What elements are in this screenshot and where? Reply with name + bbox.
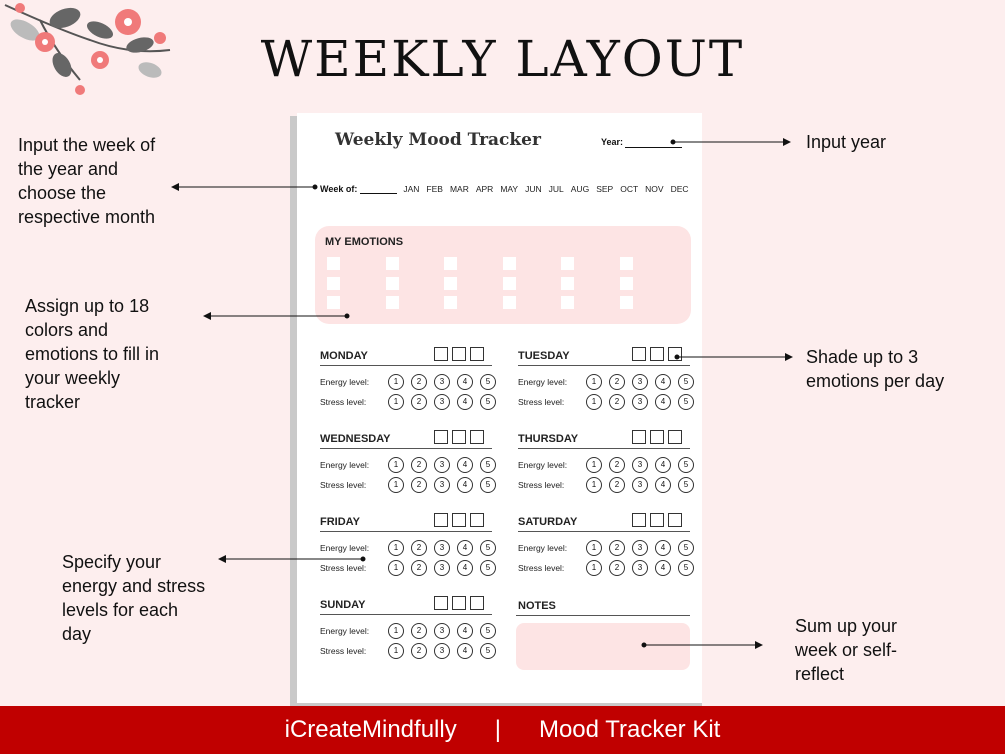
emotion-checkboxes: [632, 513, 682, 527]
energy-level-option[interactable]: 1: [586, 540, 602, 556]
stress-level-option[interactable]: 1: [388, 643, 404, 659]
stress-level-option[interactable]: 5: [480, 394, 496, 410]
emotion-swatch[interactable]: [444, 257, 457, 270]
notes-divider: [516, 615, 690, 616]
energy-level-option[interactable]: 4: [457, 623, 473, 639]
footer-bar: [0, 706, 1005, 754]
energy-level-option[interactable]: 4: [655, 457, 671, 473]
tracker-page: [297, 113, 702, 703]
emotion-swatch[interactable]: [620, 277, 633, 290]
energy-level-option[interactable]: 3: [434, 457, 450, 473]
stress-level-option[interactable]: 1: [388, 394, 404, 410]
stress-level-option[interactable]: 3: [434, 477, 450, 493]
week-label: Week of:: [320, 184, 358, 194]
month-apr[interactable]: APR: [475, 184, 494, 194]
emotion-swatch[interactable]: [327, 296, 340, 309]
stress-level-option[interactable]: 3: [632, 560, 648, 576]
month-may[interactable]: MAY: [500, 184, 519, 194]
annotation-levels: Specify your energy and stress levels for each day: [62, 552, 206, 644]
emotion-swatch[interactable]: [561, 296, 574, 309]
annotation-week-month: Input the week of the year and choose the respective month: [18, 135, 156, 227]
stress-level-option[interactable]: 4: [457, 560, 473, 576]
stress-level-option[interactable]: 3: [434, 394, 450, 410]
day-divider: [320, 614, 492, 615]
energy-level-option[interactable]: 5: [480, 457, 496, 473]
emotion-swatch[interactable]: [327, 277, 340, 290]
notes-title: NOTES: [518, 600, 556, 612]
stress-level-option[interactable]: 5: [480, 643, 496, 659]
annotation-emotions: Assign up to 18 colors and emotions to fill in your weekly tracker: [25, 296, 160, 412]
energy-level-option[interactable]: 2: [411, 623, 427, 639]
stress-level-option[interactable]: 3: [434, 643, 450, 659]
emotion-checkbox[interactable]: [650, 347, 664, 361]
emotion-checkboxes: [632, 430, 682, 444]
energy-level-label: Energy level:: [320, 460, 370, 470]
energy-level-option[interactable]: 5: [678, 457, 694, 473]
energy-level-label: Energy level:: [320, 543, 370, 553]
energy-level-option[interactable]: 1: [388, 374, 404, 390]
stress-level-option[interactable]: 1: [388, 477, 404, 493]
month-jun[interactable]: JUN: [525, 184, 542, 194]
stress-level-option[interactable]: 2: [411, 394, 427, 410]
emotion-checkbox[interactable]: [470, 347, 484, 361]
annotation-notes: Sum up your week or self- reflect: [795, 616, 898, 684]
stress-level-option[interactable]: 5: [678, 560, 694, 576]
stress-level-row: [518, 394, 701, 410]
emotion-swatch[interactable]: [561, 277, 574, 290]
emotion-swatch[interactable]: [503, 257, 516, 270]
stress-level-option[interactable]: 2: [609, 394, 625, 410]
emotion-swatch[interactable]: [503, 277, 516, 290]
month-jul[interactable]: JUL: [548, 184, 564, 194]
annotation-year: Input year: [806, 132, 887, 152]
emotion-swatch[interactable]: [620, 296, 633, 309]
energy-level-option[interactable]: 2: [411, 374, 427, 390]
energy-level-option[interactable]: 4: [457, 374, 473, 390]
stress-level-option[interactable]: 2: [411, 643, 427, 659]
emotion-swatch[interactable]: [386, 277, 399, 290]
energy-level-row: [518, 457, 701, 473]
emotion-checkbox[interactable]: [650, 430, 664, 444]
energy-level-option[interactable]: 2: [609, 374, 625, 390]
stress-level-option[interactable]: 4: [457, 643, 473, 659]
footer-brand: iCreateMindfully: [284, 716, 457, 743]
emotion-checkbox[interactable]: [470, 596, 484, 610]
week-input-line[interactable]: [360, 193, 397, 194]
energy-level-option[interactable]: 5: [480, 540, 496, 556]
emotion-checkbox[interactable]: [452, 596, 466, 610]
energy-level-option[interactable]: 3: [632, 540, 648, 556]
month-oct[interactable]: OCT: [620, 184, 639, 194]
emotion-checkbox[interactable]: [668, 430, 682, 444]
emotion-checkbox[interactable]: [470, 513, 484, 527]
energy-level-option[interactable]: 2: [609, 540, 625, 556]
energy-level-option[interactable]: 5: [480, 623, 496, 639]
day-divider: [518, 531, 690, 532]
stress-level-option[interactable]: 3: [632, 394, 648, 410]
energy-level-label: Energy level:: [320, 377, 370, 387]
stress-level-option[interactable]: 3: [434, 560, 450, 576]
emotion-swatch[interactable]: [327, 257, 340, 270]
stress-level-option[interactable]: 4: [457, 394, 473, 410]
energy-level-option[interactable]: 4: [655, 374, 671, 390]
year-label: Year:: [601, 137, 624, 147]
stress-level-row: [320, 394, 503, 410]
stress-level-label: Stress level:: [518, 563, 565, 573]
stress-level-row: [518, 477, 701, 493]
day-divider: [320, 448, 492, 449]
emotion-checkbox[interactable]: [632, 347, 646, 361]
emotion-swatch[interactable]: [444, 296, 457, 309]
emotion-swatch[interactable]: [444, 277, 457, 290]
stress-level-label: Stress level:: [320, 646, 367, 656]
month-jan[interactable]: JAN: [403, 184, 420, 194]
stress-level-option[interactable]: 4: [655, 477, 671, 493]
energy-level-option[interactable]: 2: [411, 540, 427, 556]
emotion-checkbox[interactable]: [632, 513, 646, 527]
energy-level-option[interactable]: 4: [457, 540, 473, 556]
energy-level-option[interactable]: 3: [632, 457, 648, 473]
emotion-checkbox[interactable]: [452, 347, 466, 361]
energy-level-option[interactable]: 1: [586, 457, 602, 473]
energy-level-row: [320, 623, 503, 639]
stress-level-option[interactable]: 5: [480, 477, 496, 493]
stress-level-option[interactable]: 4: [457, 477, 473, 493]
energy-level-row: [320, 540, 503, 556]
stress-level-option[interactable]: 2: [609, 477, 625, 493]
emotion-checkboxes: [434, 430, 484, 444]
emotion-swatch[interactable]: [386, 257, 399, 270]
stress-level-option[interactable]: 2: [411, 560, 427, 576]
energy-level-option[interactable]: 1: [388, 540, 404, 556]
emotion-swatch[interactable]: [503, 296, 516, 309]
energy-level-option[interactable]: 5: [480, 374, 496, 390]
energy-level-option[interactable]: 5: [678, 374, 694, 390]
energy-level-option[interactable]: 2: [411, 457, 427, 473]
emotion-checkbox[interactable]: [470, 430, 484, 444]
energy-level-option[interactable]: 3: [632, 374, 648, 390]
emotion-swatch[interactable]: [561, 257, 574, 270]
emotion-checkbox[interactable]: [434, 513, 448, 527]
stress-level-option[interactable]: 2: [609, 560, 625, 576]
energy-level-option[interactable]: 4: [457, 457, 473, 473]
emotion-checkboxes: [632, 347, 682, 361]
day-name: THURSDAY: [518, 433, 579, 445]
stress-level-label: Stress level:: [320, 480, 367, 490]
day-name: SUNDAY: [320, 599, 366, 611]
week-row: [320, 183, 696, 195]
energy-level-option[interactable]: 3: [434, 374, 450, 390]
year-input-line[interactable]: [625, 147, 682, 148]
energy-level-option[interactable]: 3: [434, 540, 450, 556]
energy-level-row: [320, 374, 503, 390]
stress-level-option[interactable]: 4: [655, 560, 671, 576]
energy-level-option[interactable]: 1: [388, 457, 404, 473]
energy-level-row: [518, 374, 701, 390]
day-name: FRIDAY: [320, 516, 360, 528]
emotion-checkbox[interactable]: [668, 347, 682, 361]
day-name: WEDNESDAY: [320, 433, 391, 445]
day-divider: [518, 448, 690, 449]
energy-level-option[interactable]: 2: [609, 457, 625, 473]
stress-level-row: [518, 560, 701, 576]
emotion-checkboxes: [434, 347, 484, 361]
energy-level-row: [518, 540, 701, 556]
month-dec[interactable]: DEC: [670, 184, 689, 194]
page-title: WEEKLY LAYOUT: [260, 30, 745, 88]
stress-level-option[interactable]: 3: [632, 477, 648, 493]
stress-level-option[interactable]: 2: [411, 477, 427, 493]
stress-level-option[interactable]: 5: [678, 477, 694, 493]
stress-level-row: [320, 560, 503, 576]
notes-input-area[interactable]: [516, 623, 690, 670]
stress-level-label: Stress level:: [320, 563, 367, 573]
day-name: MONDAY: [320, 350, 368, 362]
footer-product: Mood Tracker Kit: [538, 716, 721, 743]
emotion-checkbox[interactable]: [434, 430, 448, 444]
emotions-panel: [315, 226, 691, 324]
energy-level-option[interactable]: 1: [586, 374, 602, 390]
energy-level-option[interactable]: 3: [434, 623, 450, 639]
day-name: SATURDAY: [518, 516, 578, 528]
footer-separator: |: [494, 716, 501, 743]
emotion-swatch[interactable]: [620, 257, 633, 270]
emotion-checkbox[interactable]: [668, 513, 682, 527]
emotion-checkbox[interactable]: [632, 430, 646, 444]
day-divider: [518, 365, 690, 366]
emotion-checkboxes: [434, 596, 484, 610]
day-divider: [320, 365, 492, 366]
emotions-title: MY EMOTIONS: [325, 236, 404, 248]
energy-level-label: Energy level:: [518, 543, 568, 553]
stress-level-option[interactable]: 1: [586, 477, 602, 493]
stress-level-option[interactable]: 5: [678, 394, 694, 410]
emotion-checkbox[interactable]: [452, 430, 466, 444]
energy-level-label: Energy level:: [518, 377, 568, 387]
emotion-checkbox[interactable]: [650, 513, 664, 527]
stress-level-option[interactable]: 1: [586, 560, 602, 576]
annotation-shade: Shade up to 3 emotions per day: [806, 347, 945, 391]
tracker-title: Weekly Mood Tracker: [335, 130, 541, 150]
energy-level-label: Energy level:: [320, 626, 370, 636]
day-name: TUESDAY: [518, 350, 570, 362]
month-sep[interactable]: SEP: [596, 184, 614, 194]
stress-level-option[interactable]: 5: [480, 560, 496, 576]
stress-level-label: Stress level:: [518, 397, 565, 407]
energy-level-row: [320, 457, 503, 473]
energy-level-label: Energy level:: [518, 460, 568, 470]
month-aug[interactable]: AUG: [570, 184, 590, 194]
emotion-swatch[interactable]: [386, 296, 399, 309]
month-nov[interactable]: NOV: [645, 184, 664, 194]
stress-level-option[interactable]: 4: [655, 394, 671, 410]
stress-level-option[interactable]: 1: [586, 394, 602, 410]
stress-level-option[interactable]: 1: [388, 560, 404, 576]
emotion-checkboxes: [434, 513, 484, 527]
stress-level-row: [320, 477, 503, 493]
stress-level-label: Stress level:: [320, 397, 367, 407]
stress-level-row: [320, 643, 503, 659]
emotion-checkbox[interactable]: [434, 596, 448, 610]
stress-level-label: Stress level:: [518, 480, 565, 490]
day-divider: [320, 531, 492, 532]
month-feb[interactable]: FEB: [426, 184, 443, 194]
energy-level-option[interactable]: 5: [678, 540, 694, 556]
emotion-checkbox[interactable]: [452, 513, 466, 527]
energy-level-option[interactable]: 4: [655, 540, 671, 556]
energy-level-option[interactable]: 1: [388, 623, 404, 639]
month-mar[interactable]: MAR: [449, 184, 469, 194]
emotion-checkbox[interactable]: [434, 347, 448, 361]
